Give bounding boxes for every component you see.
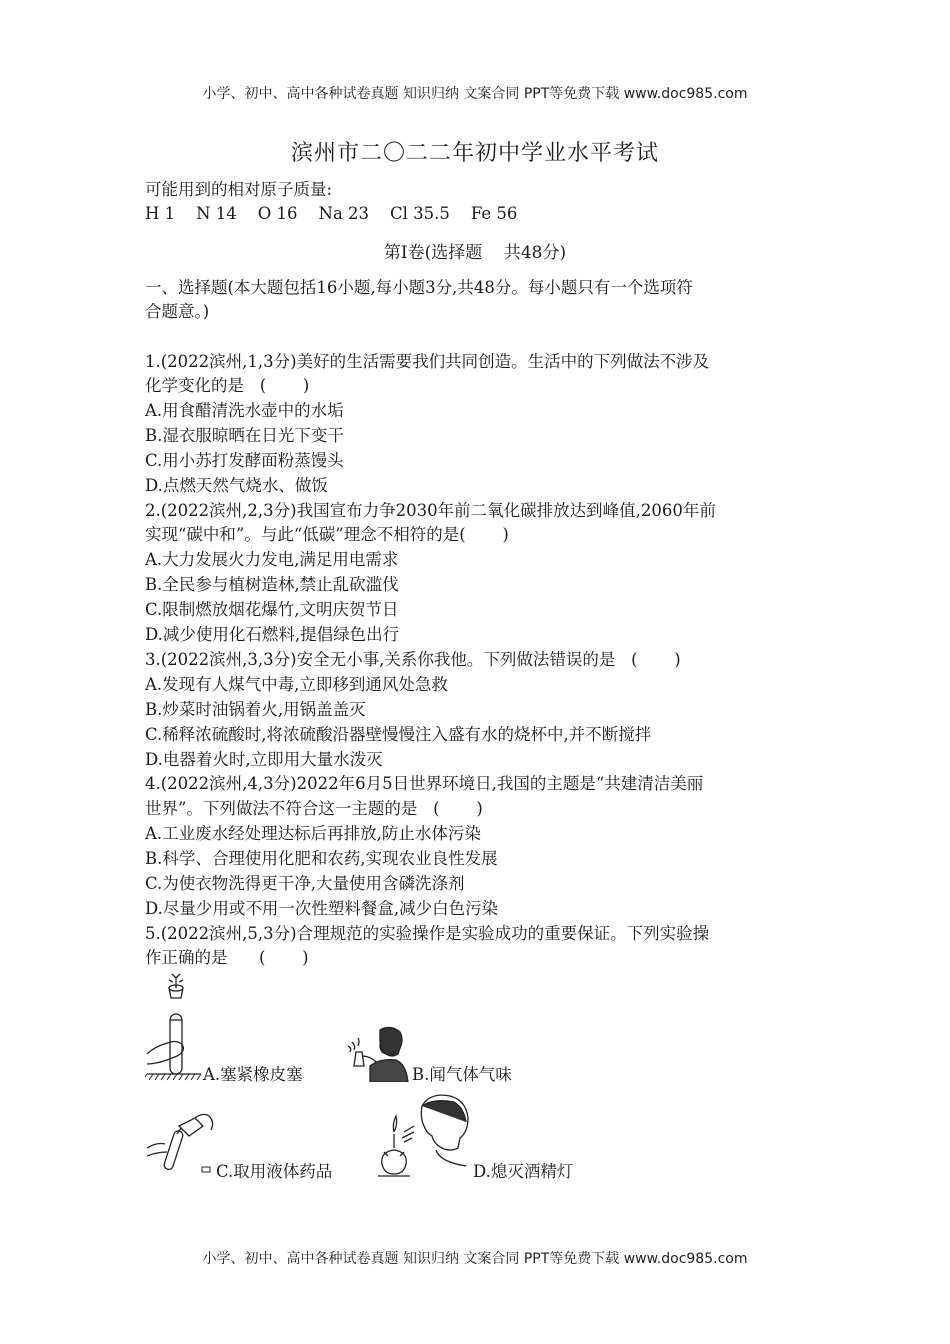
q1-option-b: B.湿衣服晾晒在日光下变干 xyxy=(145,426,344,445)
atomic-mass-label: 可能用到的相对原子质量: xyxy=(145,180,333,199)
instructions-line-1: 一、选择题(本大题包括16小题,每小题3分,共48分。每小题只有一个选项符 xyxy=(145,278,693,297)
figure-d-extinguish-lamp xyxy=(374,1092,472,1182)
figure-b-smell-gas xyxy=(340,1026,412,1082)
q4-stem-2: 世界”。下列做法不符合这一主题的是 ( ) xyxy=(145,799,483,818)
q4-option-b: B.科学、合理使用化肥和农药,实现农业良性发展 xyxy=(145,849,498,868)
q3-stem-1: 3.(2022滨州,3,3分)安全无小事,关系你我他。下列做法错误的是 ( ) xyxy=(145,650,681,669)
page-footer: 小学、初中、高中各种试卷真题 知识归纳 文案合同 PPT等免费下载 www.doc985.com xyxy=(202,1251,748,1267)
q4-option-d: D.尽量少用或不用一次性塑料餐盒,减少白色污染 xyxy=(145,899,499,918)
q3-option-a: A.发现有人煤气中毒,立即移到通风处急救 xyxy=(145,675,448,694)
figure-a-insert-stopper xyxy=(145,968,203,1082)
q4-stem-1: 4.(2022滨州,4,3分)2022年6月5日世界环境日,我国的主题是“共建清洁美丽 xyxy=(145,774,704,793)
figure-d-caption: D.熄灭酒精灯 xyxy=(473,1162,574,1181)
q3-option-b: B.炒菜时油锅着火,用锅盖盖灭 xyxy=(145,700,366,719)
q2-option-d: D.减少使用化石燃料,提倡绿色出行 xyxy=(145,625,400,644)
figure-b-caption: B.闻气体气味 xyxy=(412,1065,512,1084)
q1-option-c: C.用小苏打发酵面粉蒸馒头 xyxy=(145,451,344,470)
q3-option-c: C.稀释浓硫酸时,将浓硫酸沿器壁慢慢注入盛有水的烧杯中,并不断搅拌 xyxy=(145,725,652,744)
q2-stem-1: 2.(2022滨州,2,3分)我国宣布力争2030年前二氧化碳排放达到峰值,2060年前 xyxy=(145,501,716,520)
exam-title: 滨州市二〇二二年初中学业水平考试 xyxy=(290,141,659,166)
q4-option-a: A.工业废水经处理达标后再排放,防止水体污染 xyxy=(145,824,481,843)
q2-stem-2: 实现“碳中和”。与此“低碳”理念不相符的是( ) xyxy=(145,525,509,544)
q1-option-a: A.用食醋清洗水壶中的水垢 xyxy=(145,401,344,420)
figure-c-caption: C.取用液体药品 xyxy=(216,1162,333,1181)
q1-stem-2: 化学变化的是 ( ) xyxy=(145,376,310,395)
q4-option-c: C.为使衣物洗得更干净,大量使用含磷洗涤剂 xyxy=(145,874,465,893)
q1-stem-1: 1.(2022滨州,1,3分)美好的生活需要我们共同创造。生活中的下列做法不涉及 xyxy=(145,352,710,371)
figure-a-caption: A.塞紧橡皮塞 xyxy=(203,1065,303,1084)
q2-option-b: B.全民参与植树造林,禁止乱砍滥伐 xyxy=(145,575,399,594)
figure-c-pour-liquid xyxy=(145,1108,217,1174)
q5-stem-2: 作正确的是 ( ) xyxy=(145,948,309,967)
q2-option-a: A.大力发展火力发电,满足用电需求 xyxy=(145,550,399,569)
q5-stem-1: 5.(2022滨州,5,3分)合理规范的实验操作是实验成功的重要保证。下列实验操 xyxy=(145,924,710,943)
atomic-mass-values: H 1 N 14 O 16 Na 23 Cl 35.5 Fe 56 xyxy=(145,204,518,223)
section-title: 第Ⅰ卷(选择题 共48分) xyxy=(383,243,567,263)
q3-option-d: D.电器着火时,立即用大量水泼灭 xyxy=(145,750,383,769)
q2-option-c: C.限制燃放烟花爆竹,文明庆贺节日 xyxy=(145,600,399,619)
q1-option-d: D.点燃天然气烧水、做饭 xyxy=(145,476,328,495)
instructions-line-2: 合题意。) xyxy=(145,302,210,321)
page-header: 小学、初中、高中各种试卷真题 知识归纳 文案合同 PPT等免费下载 www.doc985.com xyxy=(202,86,748,102)
